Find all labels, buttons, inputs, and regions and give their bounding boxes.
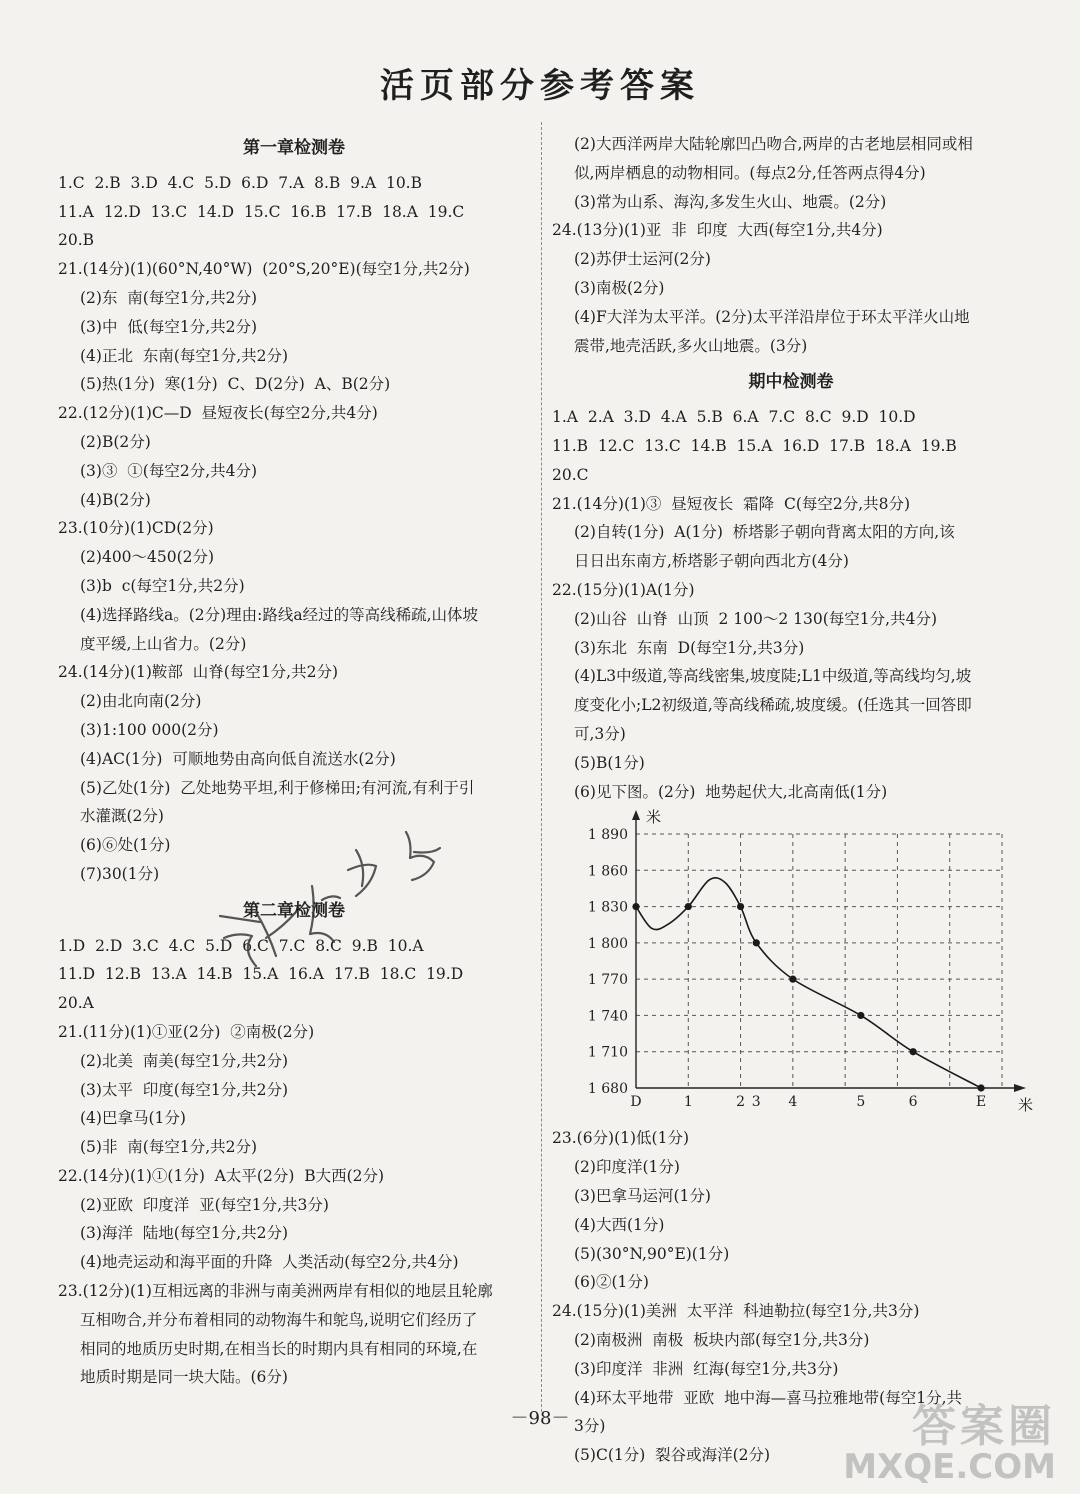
answer-line: 24.(15分)(1)美洲 太平洋 科迪勒拉(每空1分,共3分) (552, 1302, 920, 1321)
answer-line: 21.(14分)(1)(60°N,40°W) (20°S,20°E)(每空1分,共2分) (58, 260, 470, 279)
x-tick-label: D (630, 1094, 642, 1111)
answer-line: (4)环太平地带 亚欧 地中海—喜马拉雅地带(每空1分,共 (574, 1388, 963, 1407)
answer-line: (5)B(1分) (574, 753, 645, 772)
watermark-sub: MXQE.COM (843, 1447, 1056, 1488)
answer-line: 1.D 2.D 3.C 4.C 5.D 6.C 7.C 8.C 9.B 10.A (58, 936, 424, 955)
answer-line: 似,两岸栖息的动物相同。(每点2分,任答两点得4分) (574, 163, 926, 182)
answer-line: (3)常为山系、海沟,多发生火山、地震。(2分) (574, 192, 887, 211)
answer-line: (6)见下图。(2分) 地势起伏大,北高南低(1分) (574, 782, 888, 801)
column-divider (541, 122, 542, 1412)
chapter2-lines (58, 932, 530, 1393)
answer-line: (2)东 南(每空1分,共2分) (80, 288, 258, 307)
answer-line: (2)由北向南(2分) (80, 692, 202, 711)
answer-line: 21.(14分)(1)③ 昼短夜长 霜降 C(每空2分,共8分) (552, 494, 911, 513)
data-point (857, 1012, 864, 1019)
answer-line: (2)山谷 山脊 山顶 2 100～2 130(每空1分,共4分) (574, 609, 938, 628)
answer-line: (4)巴拿马(1分) (80, 1109, 186, 1128)
answer-line: 互相吻合,并分布着相同的动物海牛和鸵鸟,说明它们经历了 (80, 1310, 478, 1329)
page-number: －98－ (510, 1408, 570, 1429)
page-title: 活页部分参考答案 (380, 66, 700, 106)
midterm-heading: 期中检测卷 (748, 372, 834, 393)
data-point (910, 1048, 917, 1055)
answer-line: 20.A (58, 994, 94, 1013)
answer-line: (3)b c(每空1分,共2分) (80, 576, 245, 595)
answer-line: (5)乙处(1分) 乙处地势平坦,利于修梯田;有河流,有利于引 (80, 778, 475, 797)
chapter2-continued-lines (552, 130, 1030, 360)
answer-line: (3)印度洋 非洲 红海(每空1分,共3分) (574, 1359, 839, 1378)
answer-line: (3)巴拿马运河(1分) (574, 1186, 711, 1205)
answer-line: (4)正北 东南(每空1分,共2分) (80, 346, 289, 365)
data-point (632, 903, 639, 910)
watermark-main: 答案圈 (912, 1401, 1056, 1453)
x-axis-arrow (1014, 1084, 1026, 1092)
answer-line: (2)大西洋两岸大陆轮廓凹凸吻合,两岸的古老地层相同或相 (574, 135, 973, 153)
x-tick-label: 3 (751, 1094, 761, 1111)
answer-line: (6)②(1分) (574, 1273, 649, 1292)
answer-line: 21.(11分)(1)①亚(2分) ②南极(2分) (58, 1022, 315, 1041)
section-heading: 第二章检测卷 (243, 900, 345, 921)
watermark-logo (843, 1401, 1056, 1488)
data-point (789, 976, 796, 983)
midterm-lines (552, 403, 1030, 806)
x-tick-label: E (975, 1094, 987, 1111)
answer-line: (4)L3中级道,等高线密集,坡度陡;L1中级道,等高线均匀,坡 (574, 667, 972, 686)
answer-line: 20.C (552, 465, 589, 484)
answer-line: (3)南极(2分) (574, 278, 665, 297)
answer-line: (4)B(2分) (80, 490, 151, 509)
x-tick-label: 5 (856, 1094, 866, 1111)
y-axis-label: 米 (646, 808, 662, 827)
answer-line: 水灌溉(2分) (80, 807, 164, 826)
chapter2-section (58, 897, 530, 1393)
left-column (58, 130, 530, 1392)
answer-line: 1.A 2.A 3.D 4.A 5.B 6.A 7.C 8.C 9.D 10.D (552, 408, 916, 427)
answer-line: (4)大西(1分) (574, 1215, 665, 1234)
data-point (977, 1085, 984, 1092)
answer-line: 11.B 12.C 13.C 14.B 15.A 16.D 17.B 18.A 19.B (552, 436, 957, 455)
answer-line: 23.(10分)(1)CD(2分) (58, 519, 214, 538)
x-tick-label: 1 (683, 1094, 693, 1111)
answer-line: (3)③ ①(每空2分,共4分) (80, 461, 258, 480)
x-tick-label: 6 (908, 1094, 918, 1111)
chapter1-lines (58, 169, 530, 889)
answer-line: 24.(14分)(1)鞍部 山脊(每空1分,共2分) (58, 663, 339, 682)
data-point (737, 903, 744, 910)
answer-line: (6)⑥处(1分) (80, 836, 171, 855)
answer-line: 11.A 12.D 13.C 14.D 15.C 16.B 17.B 18.A 19.C (58, 202, 465, 221)
answer-line: (2)亚欧 印度洋 亚(每空1分,共3分) (80, 1195, 329, 1214)
y-tick-label: 1 890 (587, 827, 628, 844)
chapter1-section (58, 134, 530, 889)
elevation-profile-chart (552, 806, 1034, 1124)
data-point (753, 940, 760, 947)
y-tick-label: 1 770 (587, 972, 628, 989)
answer-line: 24.(13分)(1)亚 非 印度 大西(每空1分,共4分) (552, 221, 883, 240)
x-tick-label: 2 (736, 1094, 746, 1111)
answer-line: 20.B (58, 231, 95, 250)
answer-line: (5)热(1分) 寒(1分) C、D(2分) A、B(2分) (80, 375, 391, 394)
answer-line: (2)南极洲 南极 板块内部(每空1分,共3分) (574, 1330, 870, 1349)
answer-line: (2)400～450(2分) (80, 548, 215, 567)
answer-line: (4)F大洋为太平洋。(2分)太平洋沿岸位于环太平洋火山地 (574, 307, 970, 326)
answer-line: 度变化小;L2初级道,等高线稀疏,坡度缓。(任选其一回答即 (574, 696, 972, 715)
chart-svg (552, 806, 1034, 1124)
x-tick-label: 4 (788, 1094, 798, 1111)
y-tick-label: 1 830 (587, 899, 628, 916)
answer-line: (4)选择路线a。(2分)理由:路线a经过的等高线稀疏,山体坡 (80, 605, 479, 624)
answer-line: (7)30(1分) (80, 864, 160, 883)
answer-line: 22.(14分)(1)①(1分) A太平(2分) B大西(2分) (58, 1166, 385, 1185)
answer-line: 23.(6分)(1)低(1分) (552, 1129, 690, 1148)
y-tick-label: 1 860 (587, 863, 628, 880)
answer-line: 相同的地质历史时期,在相当长的时期内具有相同的环境,在 (80, 1339, 478, 1358)
x-axis-label: 米 (1018, 1096, 1034, 1115)
answer-line: (5)非 南(每空1分,共2分) (80, 1138, 258, 1157)
answer-line: 地质时期是同一块大陆。(6分) (80, 1368, 288, 1387)
answer-line: 震带,地壳活跃,多火山地震。(3分) (574, 336, 808, 355)
y-tick-label: 1 710 (587, 1045, 628, 1062)
answer-line: 23.(12分)(1)互相远离的非洲与南美洲两岸有相似的地层且轮廓 (58, 1282, 493, 1301)
answer-line: (2)印度洋(1分) (574, 1158, 680, 1177)
answer-line: (4)地壳运动和海平面的升降 人类活动(每空2分,共4分) (80, 1253, 459, 1272)
answer-line: (2)北美 南美(每空1分,共2分) (80, 1051, 289, 1070)
answer-line: (3)中 低(每空1分,共2分) (80, 317, 258, 336)
section-heading: 第一章检测卷 (243, 138, 345, 158)
answer-line: (4)AC(1分) 可顺地势由高向低自流送水(2分) (80, 749, 396, 768)
answer-line: 日日出东南方,桥塔影子朝向西北方(4分) (574, 552, 849, 571)
answer-line: 可,3分) (574, 724, 626, 743)
y-tick-label: 1 800 (587, 936, 628, 953)
answer-line: (5)C(1分) 裂谷或海洋(2分) (574, 1446, 771, 1465)
answer-line: 3分) (574, 1417, 606, 1436)
answer-line: 22.(12分)(1)C—D 昼短夜长(每空2分,共4分) (58, 404, 378, 423)
answer-line: (2)苏伊士运河(2分) (574, 250, 711, 269)
answer-line: 1.C 2.B 3.D 4.C 5.D 6.D 7.A 8.B 9.A 10.B (58, 173, 422, 192)
answer-line: 度平缓,上山省力。(2分) (80, 634, 247, 653)
answer-line: (3)太平 印度(每空1分,共2分) (80, 1080, 289, 1099)
y-tick-label: 1 680 (587, 1081, 628, 1098)
answer-line: (3)东北 东南 D(每空1分,共3分) (574, 638, 805, 657)
y-axis-arrow (632, 810, 640, 820)
data-point (685, 903, 692, 910)
answer-line: (2)B(2分) (80, 432, 151, 451)
answer-line: (3)1:100 000(2分) (80, 720, 219, 739)
answer-line: (3)海洋 陆地(每空1分,共2分) (80, 1224, 289, 1243)
y-tick-label: 1 740 (587, 1008, 628, 1025)
answer-line: 11.D 12.B 13.A 14.B 15.A 16.A 17.B 18.C 19.D (58, 965, 464, 984)
answer-line: (5)(30°N,90°E)(1分) (574, 1244, 730, 1263)
answer-line: (2)自转(1分) A(1分) 桥塔影子朝向背离太阳的方向,该 (574, 523, 955, 542)
answer-line: 22.(15分)(1)A(1分) (552, 580, 695, 599)
